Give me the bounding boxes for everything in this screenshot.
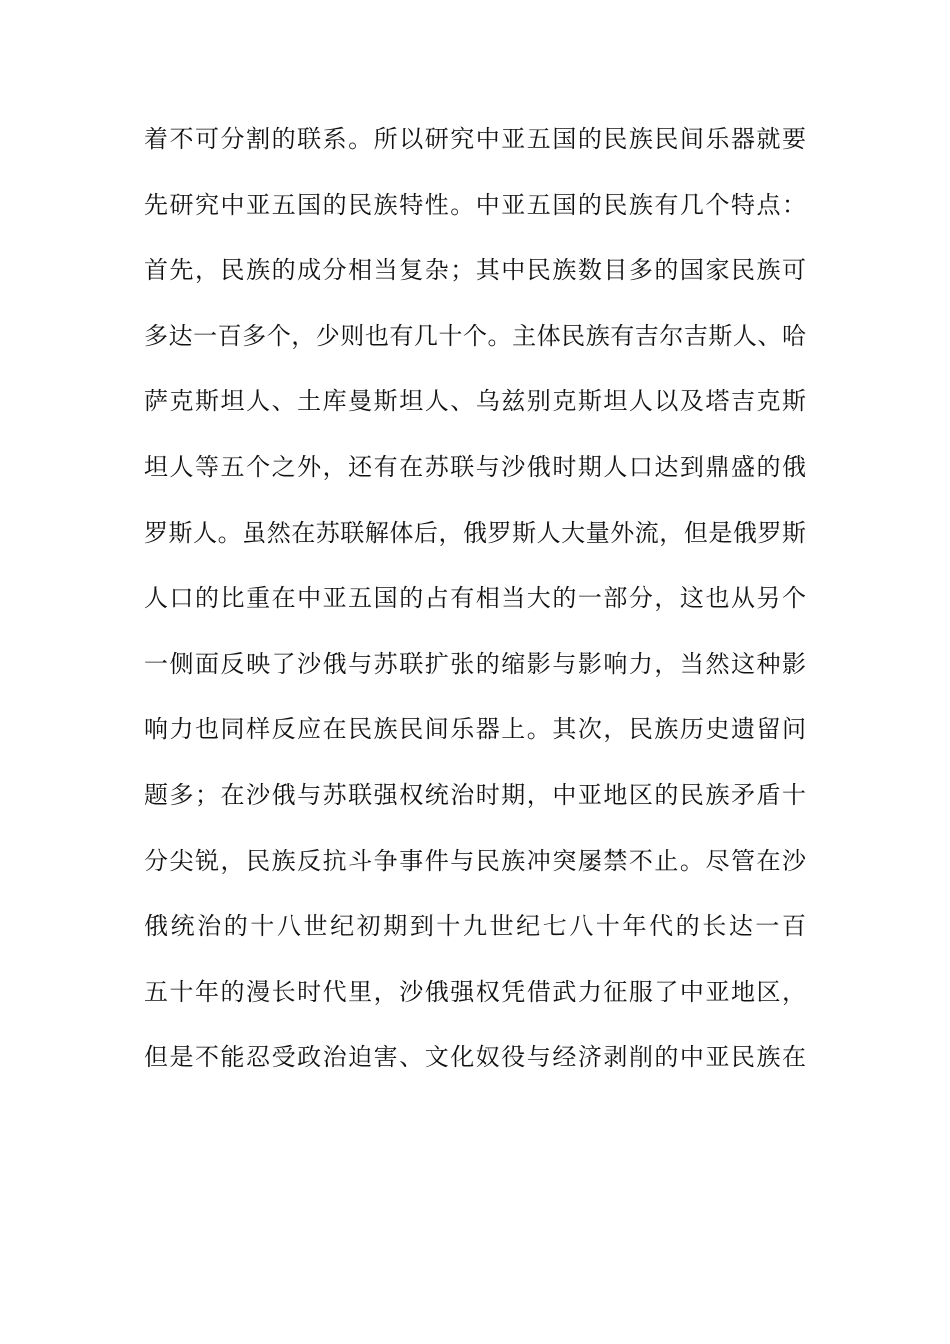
text-line: 俄统治的十八世纪初期到十九世纪七八十年代的长达一百 — [144, 912, 806, 941]
text-line: 题多；在沙俄与苏联强权统治时期，中亚地区的民族矛盾十 — [144, 780, 806, 809]
text-line: 萨克斯坦人、土库曼斯坦人、乌兹别克斯坦人以及塔吉克斯 — [144, 387, 806, 416]
text-line: 先研究中亚五国的民族特性。中亚五国的民族有几个特点： — [144, 190, 806, 219]
text-line: 多达一百多个，少则也有几十个。主体民族有吉尔吉斯人、哈 — [144, 321, 806, 350]
body-paragraph — [144, 114, 806, 1098]
text-line: 首先，民族的成分相当复杂；其中民族数目多的国家民族可 — [144, 256, 806, 285]
text-line: 人口的比重在中亚五国的占有相当大的一部分，这也从另个 — [144, 584, 806, 613]
text-line: 着不可分割的联系。所以研究中亚五国的民族民间乐器就要 — [144, 125, 806, 153]
text-line: 但是不能忍受政治迫害、文化奴役与经济剥削的中亚民族在 — [144, 1043, 806, 1072]
text-line: 五十年的漫长时代里，沙俄强权凭借武力征服了中亚地区， — [144, 977, 806, 1006]
text-line: 坦人等五个之外，还有在苏联与沙俄时期人口达到鼎盛的俄 — [144, 452, 806, 481]
text-line: 分尖锐，民族反抗斗争事件与民族冲突屡禁不止。尽管在沙 — [144, 846, 806, 875]
text-line: 响力也同样反应在民族民间乐器上。其次，民族历史遗留问 — [144, 715, 806, 744]
text-line: 罗斯人。虽然在苏联解体后，俄罗斯人大量外流，但是俄罗斯 — [144, 518, 806, 547]
text-line: 一侧面反映了沙俄与苏联扩张的缩影与影响力，当然这种影 — [144, 649, 806, 678]
